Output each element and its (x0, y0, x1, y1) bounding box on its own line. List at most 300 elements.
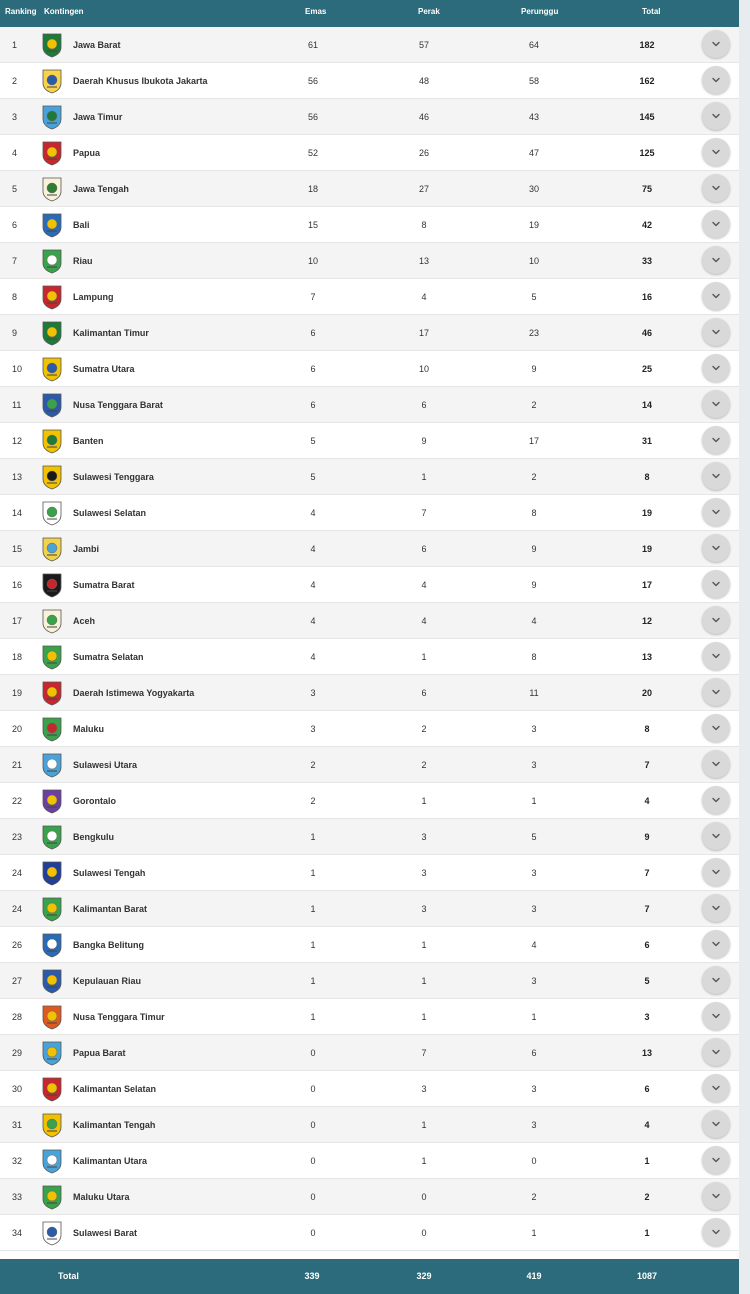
kontingen-name: Papua (73, 148, 101, 158)
footer-label: Total (58, 1271, 79, 1281)
rank-cell: 4 (12, 148, 18, 158)
bronze-count: 2 (531, 400, 537, 410)
rank-cell: 9 (12, 328, 18, 338)
gold-count: 52 (307, 148, 318, 158)
chevron-down-icon (711, 651, 721, 661)
table-row (0, 1071, 739, 1107)
kontingen-name: Kepulauan Riau (73, 976, 142, 986)
table-row (0, 1107, 739, 1143)
kontingen-name: Bali (73, 220, 90, 230)
chevron-down-icon (711, 543, 721, 553)
chevron-down-icon (711, 795, 721, 805)
province-emblem-icon (41, 860, 63, 886)
total-count: 5 (644, 976, 650, 986)
silver-count: 48 (418, 76, 429, 86)
table-row (0, 99, 739, 135)
silver-count: 1 (421, 1012, 427, 1022)
bronze-count: 2 (531, 1192, 537, 1202)
province-emblem-icon (41, 104, 63, 130)
table-row (0, 423, 739, 459)
province-emblem-icon (41, 788, 63, 814)
total-count: 162 (639, 76, 655, 86)
gold-count: 0 (310, 1156, 316, 1166)
kontingen-name: Kalimantan Selatan (73, 1084, 157, 1094)
silver-count: 57 (418, 40, 429, 50)
bronze-count: 6 (531, 1048, 537, 1058)
expand-row-button[interactable] (702, 1146, 730, 1174)
chevron-down-icon (711, 1011, 721, 1021)
gold-count: 4 (310, 544, 316, 554)
bronze-count: 1 (531, 796, 537, 806)
kontingen-name: Kalimantan Timur (73, 328, 149, 338)
expand-row-button[interactable] (702, 570, 730, 598)
gold-count: 1 (310, 976, 316, 986)
province-emblem-icon (41, 1040, 63, 1066)
table-row (0, 675, 739, 711)
province-emblem-icon (41, 680, 63, 706)
bronze-count: 5 (531, 292, 537, 302)
expand-row-button[interactable] (702, 102, 730, 130)
province-emblem-icon (41, 428, 63, 454)
table-row (0, 207, 739, 243)
gold-count: 4 (310, 652, 316, 662)
chevron-down-icon (711, 831, 721, 841)
bronze-count: 8 (531, 652, 537, 662)
province-emblem-icon (41, 968, 63, 994)
bronze-count: 9 (531, 544, 537, 554)
total-count: 4 (644, 796, 650, 806)
total-count: 17 (641, 580, 652, 590)
rank-cell: 21 (12, 760, 23, 770)
province-emblem-icon (41, 32, 63, 58)
province-emblem-icon (41, 536, 63, 562)
kontingen-name: Jambi (73, 544, 100, 554)
silver-count: 1 (421, 976, 427, 986)
gold-count: 4 (310, 616, 316, 626)
silver-count: 46 (418, 112, 429, 122)
silver-count: 8 (421, 220, 427, 230)
chevron-down-icon (711, 687, 721, 697)
kontingen-name: Sulawesi Utara (73, 760, 138, 770)
table-row (0, 603, 739, 639)
silver-count: 26 (418, 148, 429, 158)
gold-count: 0 (310, 1120, 316, 1130)
silver-count: 4 (421, 580, 427, 590)
kontingen-name: Papua Barat (73, 1048, 126, 1058)
gold-count: 6 (310, 400, 316, 410)
gold-count: 6 (310, 328, 316, 338)
silver-count: 6 (421, 688, 427, 698)
bronze-count: 3 (531, 1084, 537, 1094)
silver-count: 3 (421, 1084, 427, 1094)
table-header (0, 0, 739, 27)
total-count: 46 (641, 328, 652, 338)
gold-count: 1 (310, 1012, 316, 1022)
rank-cell: 8 (12, 292, 18, 302)
table-row (0, 171, 739, 207)
expand-row-button[interactable] (702, 174, 730, 202)
expand-row-button[interactable] (702, 426, 730, 454)
expand-row-button[interactable] (702, 138, 730, 166)
bronze-count: 3 (531, 760, 537, 770)
total-count: 13 (641, 652, 652, 662)
total-count: 8 (644, 472, 650, 482)
province-emblem-icon (41, 392, 63, 418)
bronze-count: 3 (531, 904, 537, 914)
silver-count: 6 (421, 544, 427, 554)
silver-count: 7 (421, 1048, 427, 1058)
table-row (0, 135, 739, 171)
table-row (0, 1143, 739, 1179)
chevron-down-icon (711, 903, 721, 913)
kontingen-name: Aceh (73, 616, 96, 626)
bronze-count: 1 (531, 1228, 537, 1238)
total-count: 7 (644, 760, 650, 770)
gold-count: 6 (310, 364, 316, 374)
province-emblem-icon (41, 932, 63, 958)
table-row (0, 1035, 739, 1071)
rank-cell: 18 (12, 652, 23, 662)
rank-cell: 28 (12, 1012, 23, 1022)
footer-silver: 329 (416, 1271, 432, 1281)
gold-count: 5 (310, 472, 316, 482)
province-emblem-icon (41, 1076, 63, 1102)
gold-count: 1 (310, 832, 316, 842)
province-emblem-icon (41, 1184, 63, 1210)
kontingen-name: Kalimantan Barat (73, 904, 148, 914)
kontingen-name: Lampung (73, 292, 114, 302)
bronze-count: 43 (528, 112, 539, 122)
chevron-down-icon (711, 75, 721, 85)
expand-row-button[interactable] (702, 318, 730, 346)
province-emblem-icon (41, 896, 63, 922)
expand-row-button[interactable] (702, 1002, 730, 1030)
footer-gold: 339 (304, 1271, 320, 1281)
header-ranking: Ranking (5, 7, 37, 16)
table-row (0, 1179, 739, 1215)
expand-row-button[interactable] (702, 894, 730, 922)
bronze-count: 3 (531, 868, 537, 878)
total-count: 33 (641, 256, 652, 266)
expand-row-button[interactable] (702, 66, 730, 94)
rank-cell: 24 (12, 904, 23, 914)
expand-row-button[interactable] (702, 714, 730, 742)
table-body (0, 27, 739, 1251)
total-count: 12 (641, 616, 652, 626)
table-row (0, 315, 739, 351)
kontingen-name: Gorontalo (73, 796, 116, 806)
total-count: 20 (641, 688, 652, 698)
rank-cell: 17 (12, 616, 23, 626)
silver-count: 1 (421, 472, 427, 482)
table-row (0, 1215, 739, 1251)
expand-row-button[interactable] (702, 282, 730, 310)
province-emblem-icon (41, 572, 63, 598)
province-emblem-icon (41, 356, 63, 382)
chevron-down-icon (711, 1227, 721, 1237)
total-count: 6 (644, 940, 650, 950)
province-emblem-icon (41, 68, 63, 94)
silver-count: 1 (421, 796, 427, 806)
silver-count: 3 (421, 832, 427, 842)
total-count: 9 (644, 832, 650, 842)
total-count: 42 (641, 220, 652, 230)
kontingen-name: Banten (73, 436, 104, 446)
rank-cell: 30 (12, 1084, 23, 1094)
silver-count: 1 (421, 652, 427, 662)
kontingen-name: Maluku Utara (73, 1192, 130, 1202)
rank-cell: 15 (12, 544, 23, 554)
table-row (0, 279, 739, 315)
total-count: 2 (644, 1192, 650, 1202)
bronze-count: 30 (528, 184, 539, 194)
expand-row-button[interactable] (702, 1110, 730, 1138)
table-row (0, 495, 739, 531)
rank-cell: 27 (12, 976, 23, 986)
silver-count: 3 (421, 868, 427, 878)
chevron-down-icon (711, 399, 721, 409)
kontingen-name: Bengkulu (73, 832, 115, 842)
table-row (0, 351, 739, 387)
expand-row-button[interactable] (702, 534, 730, 562)
gold-count: 56 (307, 76, 318, 86)
province-emblem-icon (41, 1004, 63, 1030)
bronze-count: 3 (531, 1120, 537, 1130)
rank-cell: 24 (12, 868, 23, 878)
gold-count: 7 (310, 292, 316, 302)
rank-cell: 3 (12, 112, 18, 122)
total-count: 6 (644, 1084, 650, 1094)
expand-row-button[interactable] (702, 822, 730, 850)
footer-total: 1087 (636, 1271, 658, 1281)
chevron-down-icon (711, 255, 721, 265)
rank-cell: 32 (12, 1156, 23, 1166)
chevron-down-icon (711, 507, 721, 517)
chevron-down-icon (711, 435, 721, 445)
chevron-down-icon (711, 1191, 721, 1201)
gold-count: 18 (307, 184, 318, 194)
table-row (0, 711, 739, 747)
chevron-down-icon (711, 723, 721, 733)
bronze-count: 8 (531, 508, 537, 518)
table-row (0, 567, 739, 603)
silver-count: 9 (421, 436, 427, 446)
silver-count: 4 (421, 292, 427, 302)
gold-count: 3 (310, 724, 316, 734)
table-row (0, 819, 739, 855)
gold-count: 5 (310, 436, 316, 446)
gold-count: 1 (310, 940, 316, 950)
chevron-down-icon (711, 363, 721, 373)
bronze-count: 3 (531, 724, 537, 734)
province-emblem-icon (41, 140, 63, 166)
kontingen-name: Sulawesi Barat (73, 1228, 138, 1238)
table-row (0, 891, 739, 927)
expand-row-button[interactable] (702, 1038, 730, 1066)
silver-count: 4 (421, 616, 427, 626)
table-row (0, 387, 739, 423)
total-count: 25 (641, 364, 652, 374)
expand-row-button[interactable] (702, 354, 730, 382)
expand-row-button[interactable] (702, 210, 730, 238)
total-count: 31 (641, 436, 652, 446)
total-count: 13 (641, 1048, 652, 1058)
table-footer-total (0, 1259, 739, 1294)
table-row (0, 855, 739, 891)
expand-row-button[interactable] (702, 390, 730, 418)
kontingen-name: Jawa Barat (73, 40, 121, 50)
table-row (0, 531, 739, 567)
table-row (0, 27, 739, 63)
bronze-count: 3 (531, 976, 537, 986)
gold-count: 3 (310, 688, 316, 698)
table-row (0, 999, 739, 1035)
kontingen-name: Maluku (73, 724, 105, 734)
expand-row-button[interactable] (702, 498, 730, 526)
rank-cell: 13 (12, 472, 23, 482)
province-emblem-icon (41, 644, 63, 670)
chevron-down-icon (711, 939, 721, 949)
kontingen-name: Sulawesi Tenggara (73, 472, 154, 482)
total-count: 14 (641, 400, 652, 410)
chevron-down-icon (711, 867, 721, 877)
bronze-count: 47 (528, 148, 539, 158)
expand-row-button[interactable] (702, 462, 730, 490)
expand-row-button[interactable] (702, 30, 730, 58)
rank-cell: 29 (12, 1048, 23, 1058)
gold-count: 0 (310, 1228, 316, 1238)
rank-cell: 31 (12, 1120, 23, 1130)
expand-row-button[interactable] (702, 750, 730, 778)
kontingen-name: Daerah Khusus Ibukota Jakarta (73, 76, 208, 86)
table-row (0, 639, 739, 675)
silver-count: 17 (418, 328, 429, 338)
silver-count: 0 (421, 1228, 427, 1238)
rank-cell: 22 (12, 796, 23, 806)
bronze-count: 1 (531, 1012, 537, 1022)
total-count: 8 (644, 724, 650, 734)
province-emblem-icon (41, 284, 63, 310)
expand-row-button[interactable] (702, 1218, 730, 1246)
header-total: Total (642, 7, 661, 16)
rank-cell: 14 (12, 508, 23, 518)
bronze-count: 9 (531, 364, 537, 374)
silver-count: 1 (421, 1120, 427, 1130)
gold-count: 0 (310, 1048, 316, 1058)
province-emblem-icon (41, 464, 63, 490)
chevron-down-icon (711, 1155, 721, 1165)
expand-row-button[interactable] (702, 1182, 730, 1210)
total-count: 1 (644, 1156, 650, 1166)
expand-row-button[interactable] (702, 606, 730, 634)
expand-row-button[interactable] (702, 246, 730, 274)
table-row (0, 459, 739, 495)
total-count: 7 (644, 868, 650, 878)
total-count: 3 (644, 1012, 650, 1022)
header-emas: Emas (305, 7, 327, 16)
chevron-down-icon (711, 327, 721, 337)
silver-count: 0 (421, 1192, 427, 1202)
total-count: 145 (639, 112, 655, 122)
silver-count: 3 (421, 904, 427, 914)
kontingen-name: Bangka Belitung (73, 940, 145, 950)
bronze-count: 4 (531, 616, 537, 626)
rank-cell: 20 (12, 724, 23, 734)
expand-row-button[interactable] (702, 966, 730, 994)
province-emblem-icon (41, 248, 63, 274)
gold-count: 1 (310, 904, 316, 914)
province-emblem-icon (41, 1112, 63, 1138)
expand-row-button[interactable] (702, 786, 730, 814)
table-row (0, 963, 739, 999)
total-count: 75 (641, 184, 652, 194)
bronze-count: 5 (531, 832, 537, 842)
province-emblem-icon (41, 752, 63, 778)
bronze-count: 9 (531, 580, 537, 590)
chevron-down-icon (711, 615, 721, 625)
kontingen-name: Jawa Tengah (73, 184, 129, 194)
silver-count: 6 (421, 400, 427, 410)
silver-count: 2 (421, 724, 427, 734)
expand-row-button[interactable] (702, 678, 730, 706)
silver-count: 13 (418, 256, 429, 266)
expand-row-button[interactable] (702, 642, 730, 670)
rank-cell: 16 (12, 580, 23, 590)
expand-row-button[interactable] (702, 1074, 730, 1102)
silver-count: 7 (421, 508, 427, 518)
silver-count: 1 (421, 1156, 427, 1166)
kontingen-name: Kalimantan Utara (73, 1156, 148, 1166)
kontingen-name: Sulawesi Selatan (73, 508, 147, 518)
province-emblem-icon (41, 320, 63, 346)
gold-count: 0 (310, 1192, 316, 1202)
total-count: 7 (644, 904, 650, 914)
gold-count: 56 (307, 112, 318, 122)
bronze-count: 4 (531, 940, 537, 950)
total-count: 182 (639, 40, 655, 50)
header-kontingen: Kontingen (44, 7, 84, 16)
rank-cell: 33 (12, 1192, 23, 1202)
rank-cell: 11 (12, 400, 22, 410)
rank-cell: 1 (12, 40, 18, 50)
bronze-count: 10 (528, 256, 539, 266)
rank-cell: 34 (12, 1228, 23, 1238)
kontingen-name: Sumatra Utara (73, 364, 135, 374)
gold-count: 15 (307, 220, 318, 230)
rank-cell: 12 (12, 436, 23, 446)
gold-count: 10 (307, 256, 318, 266)
total-count: 125 (639, 148, 655, 158)
silver-count: 2 (421, 760, 427, 770)
kontingen-name: Sumatra Selatan (73, 652, 144, 662)
expand-row-button[interactable] (702, 930, 730, 958)
chevron-down-icon (711, 147, 721, 157)
chevron-down-icon (711, 1047, 721, 1057)
rank-cell: 10 (12, 364, 23, 374)
kontingen-name: Riau (73, 256, 93, 266)
table-row (0, 63, 739, 99)
kontingen-name: Kalimantan Tengah (73, 1120, 156, 1130)
chevron-down-icon (711, 759, 721, 769)
bronze-count: 19 (528, 220, 539, 230)
bronze-count: 64 (528, 40, 539, 50)
gold-count: 4 (310, 580, 316, 590)
expand-row-button[interactable] (702, 858, 730, 886)
header-perunggu: Perunggu (521, 7, 559, 16)
chevron-down-icon (711, 183, 721, 193)
total-count: 4 (644, 1120, 650, 1130)
kontingen-name: Daerah Istimewa Yogyakarta (73, 688, 195, 698)
